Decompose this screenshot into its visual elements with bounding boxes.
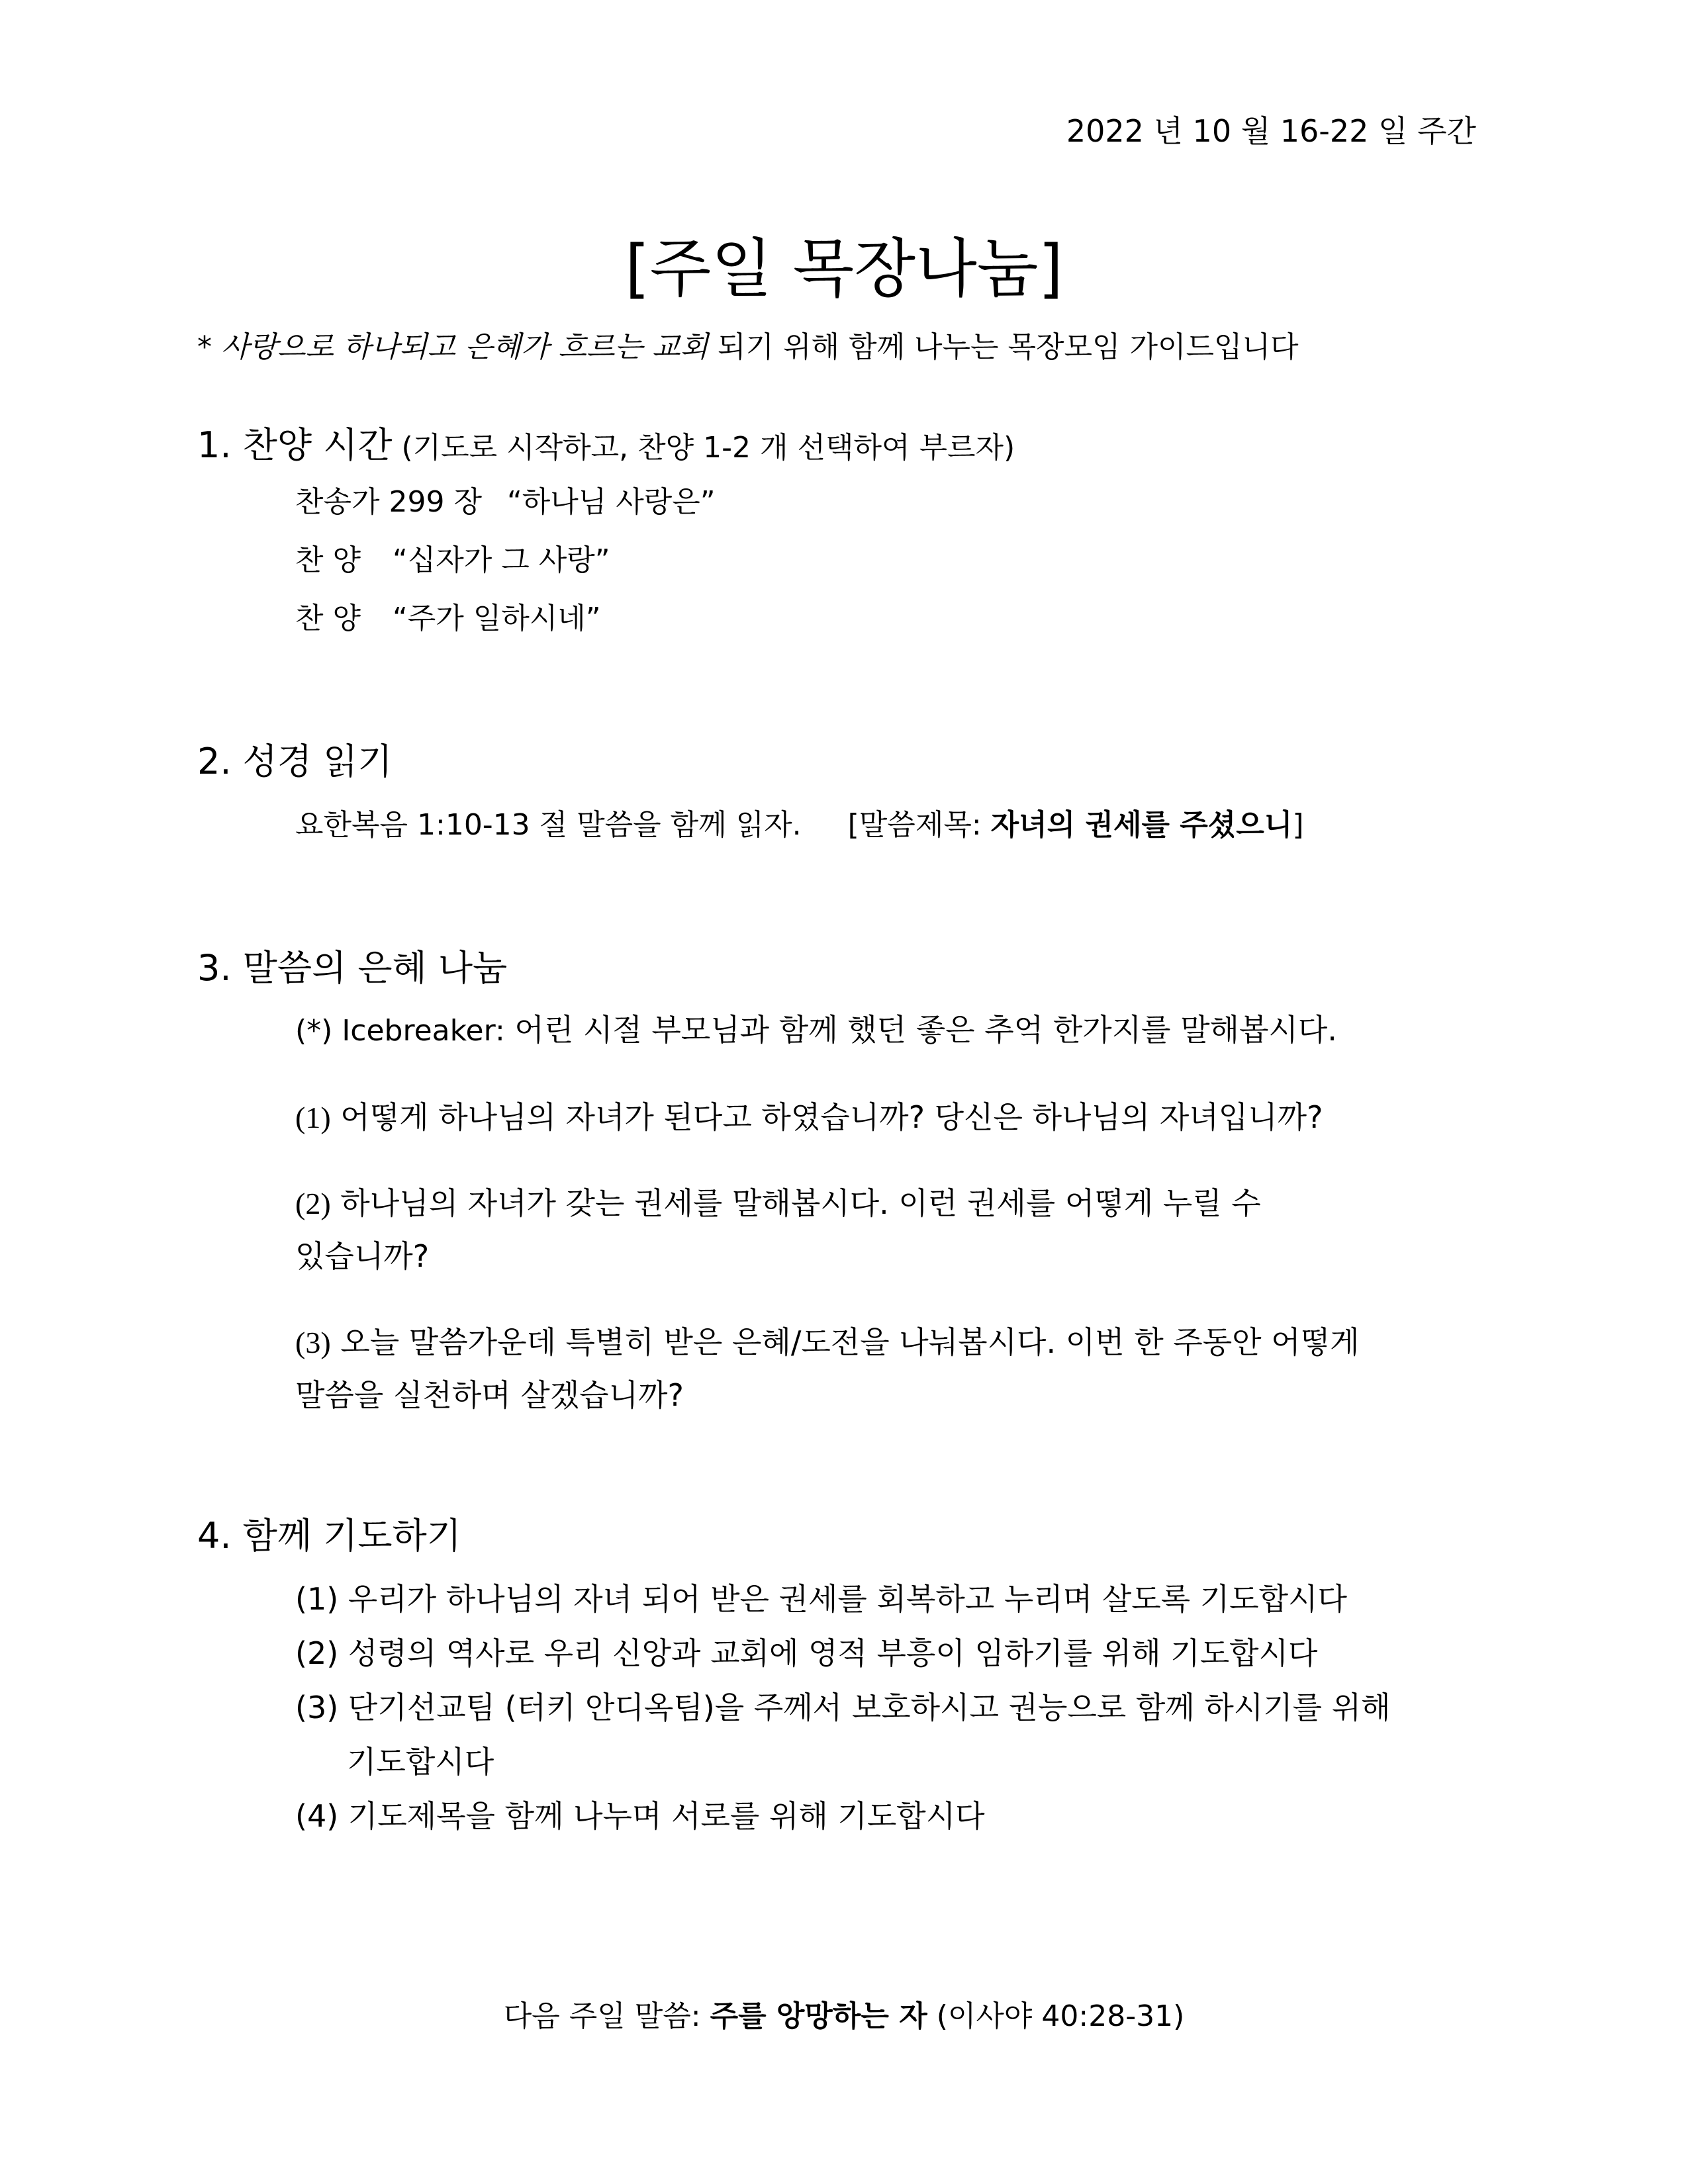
song-title: “주가 일하시네” xyxy=(393,602,601,635)
next-sermon-prefix: 다음 주일 말씀: xyxy=(503,1999,710,2033)
song-title: “십자가 그 사랑” xyxy=(393,543,610,577)
song-label: 찬 양 xyxy=(295,602,361,635)
prayer-item: (2) 성령의 역사로 우리 신앙과 교회에 영적 부흥이 임하기를 위해 기도합시다 xyxy=(295,1635,1318,1671)
question-text: 오늘 말씀가운데 특별히 받은 은혜/도전을 나눠봅시다. 이번 한 주동안 어떻게 xyxy=(330,1324,1360,1360)
song-item xyxy=(295,536,610,578)
page-title: [주일 목장나눔] xyxy=(625,232,1063,306)
song-item xyxy=(295,478,716,520)
question-number: (2) xyxy=(295,1187,331,1220)
bible-reading xyxy=(295,801,1304,843)
question-text: 하나님의 자녀가 갖는 권세를 말해봅시다. 이런 권세를 어떻게 누릴 수 xyxy=(330,1185,1261,1221)
prayer-continuation: 기도합시다 xyxy=(347,1744,494,1780)
icebreaker xyxy=(295,1006,1337,1050)
question-item xyxy=(295,1318,1360,1362)
next-sermon xyxy=(0,1992,1688,2034)
reading-text: 요한복음 1:10-13 절 말씀을 함께 읽자. xyxy=(295,808,802,842)
guide-prefix: * xyxy=(197,330,221,364)
question-continuation: 있습니까? xyxy=(295,1238,430,1274)
section1-note: (기도로 시작하고, 찬양 1-2 개 선택하여 부르자) xyxy=(392,431,1015,465)
prayer-item: (1) 우리가 하나님의 자녀 되어 받은 권세를 회복하고 누리며 살도록 기도합시다 xyxy=(295,1581,1347,1617)
section3-heading: 3. 말씀의 은혜 나눔 xyxy=(197,947,508,989)
question-text: 어떻게 하나님의 자녀가 된다고 하였습니까? 당신은 하나님의 자녀입니까? xyxy=(330,1099,1323,1135)
date-range: 2022 년 10 월 16-22 일 주간 xyxy=(1066,113,1476,149)
song-label: 찬송가 299 장 xyxy=(295,485,482,519)
sermon-prefix: [말씀제목: xyxy=(847,808,991,842)
church-motto: 사랑으로 하나되고 은혜가 흐르는 교회 xyxy=(221,330,709,364)
guide-rest: 되기 위해 함께 나누는 목장모임 가이드입니다 xyxy=(708,330,1299,364)
song-item xyxy=(295,594,601,637)
section4-heading: 4. 함께 기도하기 xyxy=(197,1515,461,1557)
prayer-item: (4) 기도제목을 함께 나누며 서로를 위해 기도합시다 xyxy=(295,1798,985,1834)
next-sermon-reference: (이사야 40:28-31) xyxy=(927,1999,1185,2033)
song-label: 찬 양 xyxy=(295,543,361,577)
next-sermon-title: 주를 앙망하는 자 xyxy=(710,1999,927,2033)
question-number: (1) xyxy=(295,1101,331,1134)
guide-text xyxy=(197,323,1299,365)
sermon-title: 자녀의 권세를 주셨으니 xyxy=(990,808,1293,842)
section1-heading xyxy=(197,417,1015,468)
section2-heading: 2. 성경 읽기 xyxy=(197,741,393,782)
icebreaker-label: (*) Icebreaker: xyxy=(295,1014,505,1048)
icebreaker-text: 어린 시절 부모님과 함께 했던 좋은 추억 한가지를 말해봅시다. xyxy=(504,1012,1337,1048)
prayer-item: (3) 단기선교팀 (터키 안디옥팀)을 주께서 보호하시고 권능으로 함께 하시기를 위해 xyxy=(295,1690,1391,1725)
question-continuation: 말씀을 실천하며 살겠습니까? xyxy=(295,1377,684,1413)
question-item xyxy=(295,1093,1323,1137)
section1-title: 1. 찬양 시간 xyxy=(197,424,393,466)
question-item xyxy=(295,1179,1261,1223)
sermon-suffix: ] xyxy=(1292,808,1304,842)
song-title: “하나님 사랑은” xyxy=(506,485,716,519)
question-number: (3) xyxy=(295,1326,331,1359)
